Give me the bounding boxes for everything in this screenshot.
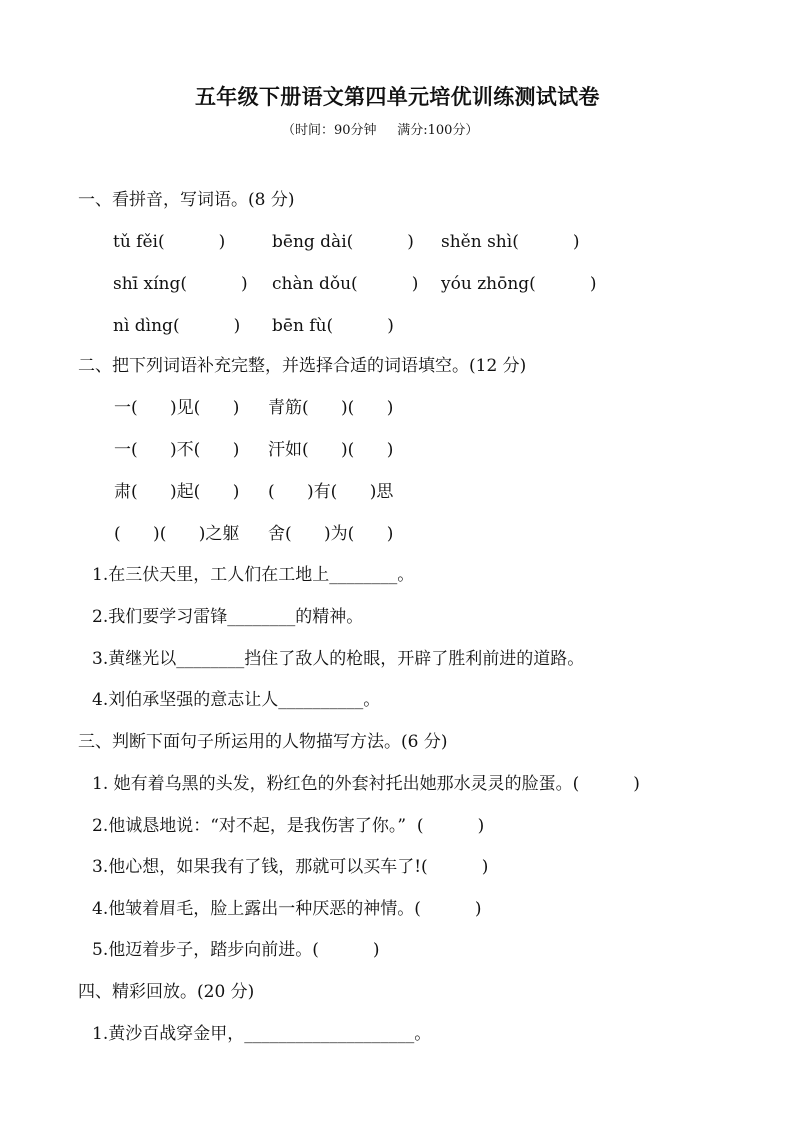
pinyin-item[interactable]: yóu zhōng( ) (441, 274, 597, 294)
poem-fill-question[interactable]: 1.黄沙百战穿金甲，____________________。 (92, 1024, 432, 1044)
idiom-fill-item[interactable]: 舍( )为( ) (268, 524, 394, 544)
idiom-fill-item[interactable]: 肃( )起( ) (114, 482, 240, 502)
judge-question[interactable]: 3.他心想，如果我有了钱，那就可以买车了!( ) (92, 857, 489, 877)
section-2-heading: 二、把下列词语补充完整，并选择合适的词语填空。(12 分) (78, 356, 527, 376)
pinyin-item[interactable]: shěn shì( ) (441, 232, 580, 252)
judge-question[interactable]: 1. 她有着乌黑的头发，粉红色的外套衬托出她那水灵灵的脸蛋。( ) (92, 774, 640, 794)
idiom-fill-item[interactable]: ( )有( )思 (268, 482, 394, 502)
idiom-fill-item[interactable]: 一( )不( ) (114, 440, 240, 460)
pinyin-item[interactable]: bēn fù( ) (272, 316, 394, 336)
idiom-fill-item[interactable]: 一( )见( ) (114, 398, 240, 418)
judge-question[interactable]: 4.他皱着眉毛，脸上露出一种厌恶的神情。( ) (92, 899, 482, 919)
pinyin-item[interactable]: shī xíng( ) (113, 274, 248, 294)
page-title: 五年级下册语文第四单元培优训练测试试卷 (195, 85, 600, 109)
pinyin-item[interactable]: bēng dài( ) (272, 232, 414, 252)
fill-blank-question[interactable]: 4.刘伯承坚强的意志让人__________。 (92, 690, 381, 710)
judge-question[interactable]: 2.他诚恳地说：“对不起，是我伤害了你。” ( ) (92, 816, 485, 836)
fill-blank-question[interactable]: 1.在三伏天里，工人们在工地上________。 (92, 565, 415, 585)
pinyin-item[interactable]: nì dìng( ) (113, 316, 241, 336)
idiom-fill-item[interactable]: ( )( )之躯 (114, 524, 240, 544)
pinyin-item[interactable]: tǔ fěi( ) (113, 232, 226, 252)
idiom-fill-item[interactable]: 青筋( )( ) (268, 398, 394, 418)
fill-blank-question[interactable]: 2.我们要学习雷锋________的精神。 (92, 607, 364, 627)
judge-question[interactable]: 5.他迈着步子，踏步向前进。( ) (92, 940, 380, 960)
pinyin-item[interactable]: chàn dǒu( ) (272, 274, 419, 294)
section-3-heading: 三、判断下面句子所运用的人物描写方法。(6 分) (78, 732, 448, 752)
fill-blank-question[interactable]: 3.黄继光以________挡住了敌人的枪眼，开辟了胜利前进的道路。 (92, 649, 585, 669)
exam-info: （时间：90分钟 满分:100分） (282, 123, 479, 138)
section-1-heading: 一、看拼音，写词语。(8 分) (78, 190, 295, 210)
idiom-fill-item[interactable]: 汗如( )( ) (268, 440, 394, 460)
section-4-heading: 四、精彩回放。(20 分) (78, 982, 255, 1002)
